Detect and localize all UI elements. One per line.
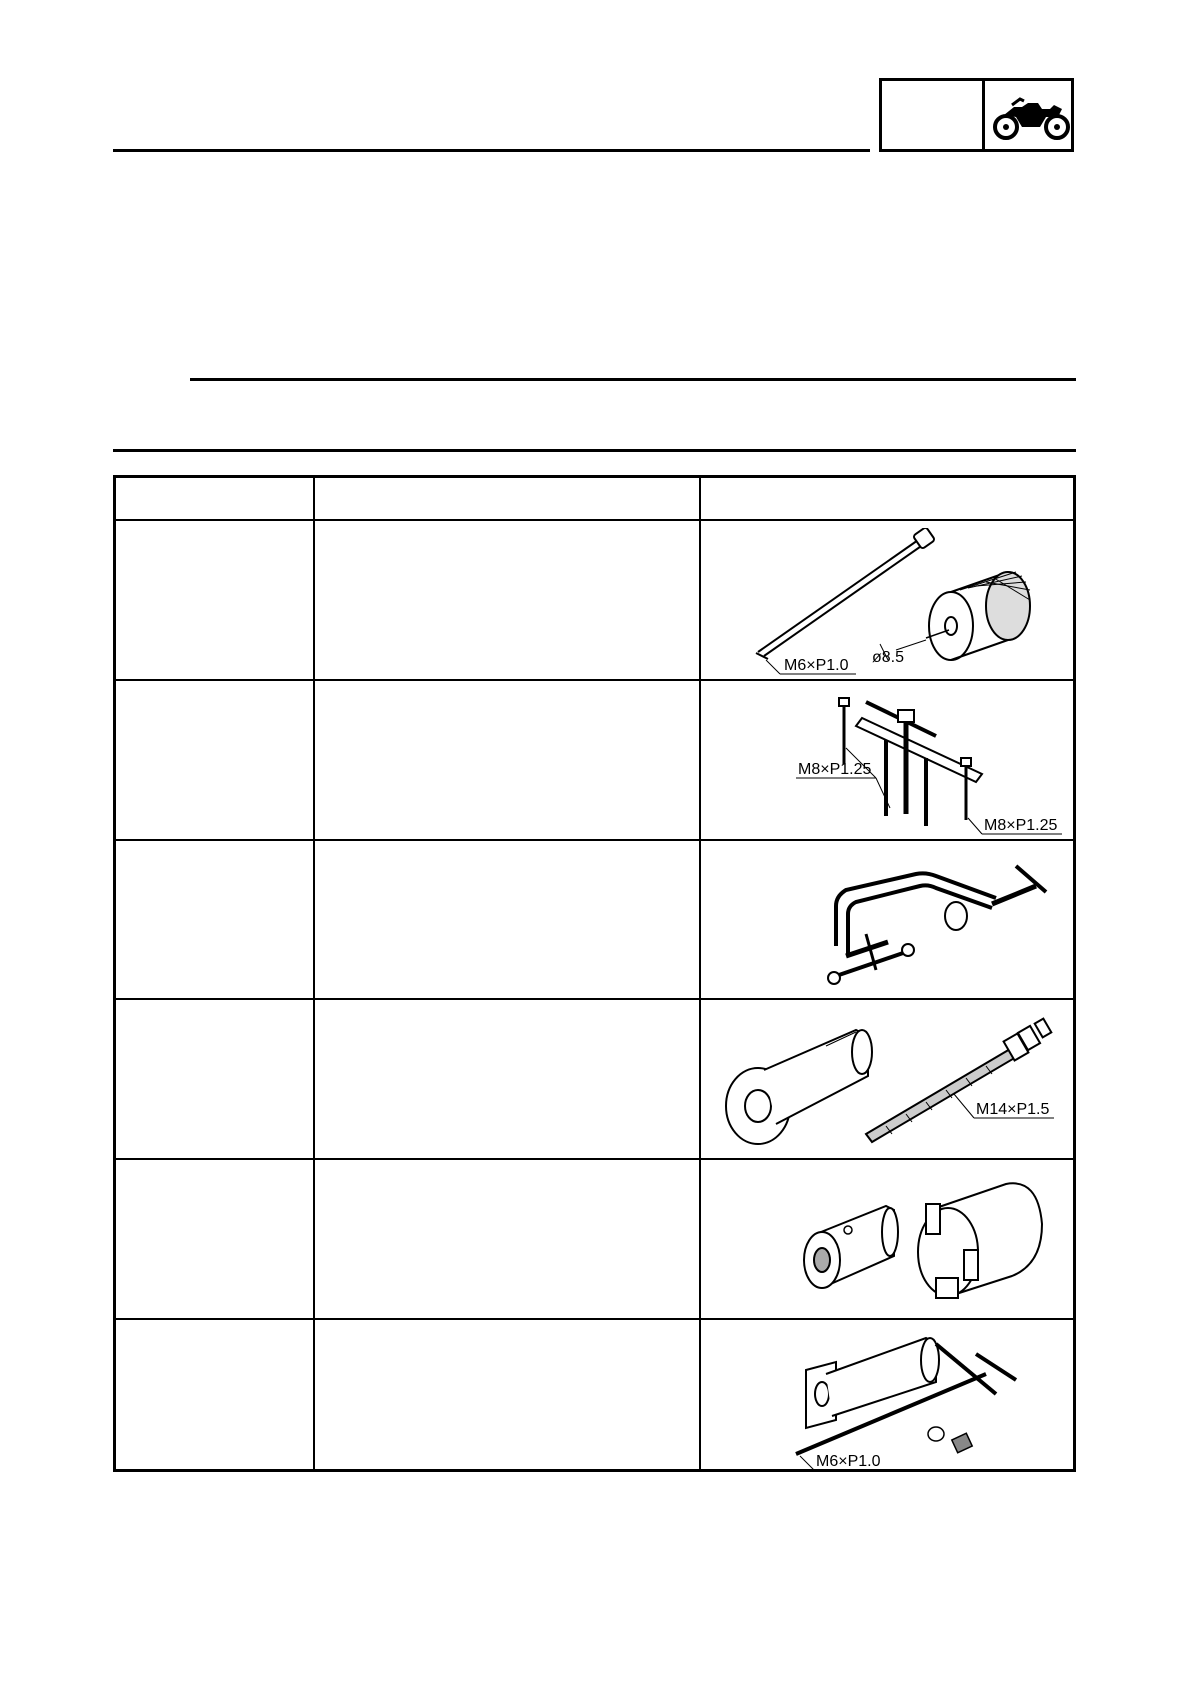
row-divider [116,998,1073,1000]
motorcycle-icon [992,91,1072,145]
row-divider [116,679,1073,681]
rod-and-knurled-weight-icon [746,528,1046,678]
row-divider [116,839,1073,841]
sleeve-and-threaded-rod-icon [716,1006,1071,1156]
section-badge [879,78,1074,152]
c-clamp-compressor-icon [796,846,1056,996]
installer-with-t-handle-icon [786,1324,1066,1474]
section-rule [190,378,1076,381]
badge-divider [982,81,985,149]
row-divider [116,1158,1073,1160]
header-rule [113,149,870,152]
thread-label: M8×P1.25 [984,817,1058,834]
special-tools-table [113,475,1076,1472]
diameter-label: ø8.5 [872,649,905,666]
row-divider [116,519,1073,521]
row-divider [116,1318,1073,1320]
thread-label: M14×P1.5 [976,1101,1050,1118]
table-top-rule [113,449,1076,452]
thread-label: M6×P1.0 [816,1453,881,1470]
thread-label: M8×P1.25 [798,761,872,778]
column-divider [699,478,701,1469]
socket-and-holder-icon [776,1164,1056,1314]
section-code [882,81,982,149]
thread-label: M6×P1.0 [784,657,849,674]
column-divider [313,478,315,1469]
puller-bar-with-bolts-icon [746,688,1066,838]
